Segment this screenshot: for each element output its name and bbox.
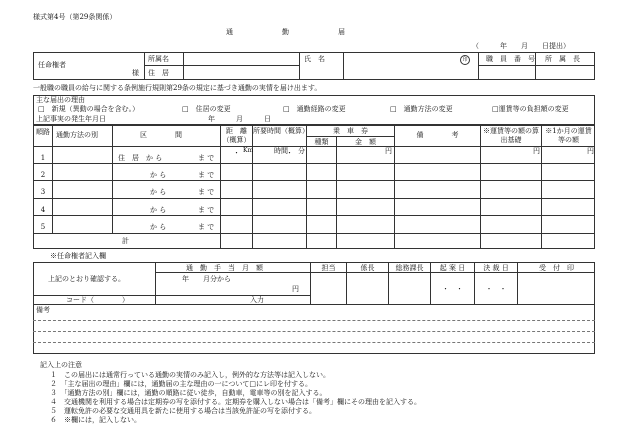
reason-label: 主な届出の理由 [36, 96, 85, 104]
note-3: ３ 「通勤方法の別」欄には，通勤の順路に従い徒歩，自動車，電車等の別を記入する。 [50, 389, 327, 397]
col-ticket: 乗 車 券 [333, 127, 368, 135]
note-1: １ この届出には通常行っている通勤の実情のみ記入し，例外的な方法等は記入しない。 [50, 371, 330, 379]
intro-text: 一般職の職員の給与に関する条例施行規則第29条の規定に基づき通勤の実情を届け出ます。 [33, 84, 322, 92]
total-label: 計 [122, 237, 129, 245]
chief-label: 所 属 長 [545, 55, 580, 63]
appointer-label: 任命権者 [38, 61, 66, 69]
decision-date-dots: ・ ・ [485, 285, 507, 293]
row-1-from: 住 居 か ら [118, 154, 163, 162]
col-order: 順路 [36, 128, 50, 136]
from-month[interactable]: 年 月分から [182, 275, 231, 283]
approver-somu: 総務課長 [395, 264, 424, 272]
row-2-no: 2 [40, 171, 46, 179]
input-label: 入力 [250, 296, 264, 304]
note-4: ４ 交通機関を利用する場合は定期券の写を添付する。定期券を購入しない場合は「備考」欄にその理由を記入する。 [50, 398, 421, 406]
address-label: 住 居 [148, 69, 169, 77]
sama-label: 様 [132, 69, 139, 77]
col-time: 所要時間（概算） [253, 127, 309, 135]
reason-address-checkbox[interactable]: □ 住居の変更 [182, 105, 231, 113]
row-3-no: 3 [40, 188, 46, 196]
approver-receipt-stamp: 受 付 印 [539, 264, 574, 272]
unit-yen-basis: 円 [533, 147, 540, 155]
col-monthly: ※1か月の運賃等の額 [545, 127, 592, 144]
submit-date[interactable]: （ 年 月 日提出） [472, 42, 570, 50]
col-ticket-amount: 金 額 [355, 138, 376, 146]
draft-date-dots: ・ ・ [442, 285, 463, 293]
note-6: ６ ※欄には，記入しない。 [50, 416, 141, 424]
notes-title: 記入上の注意 [40, 361, 82, 369]
row-1-time-dot: ・ [286, 149, 293, 157]
col-basis: ※運賃等の額の算出基礎 [483, 127, 539, 144]
col-method: 通勤方法の別 [56, 131, 98, 139]
col-remarks: 備 考 [416, 131, 459, 139]
code-label[interactable]: コード（ ） [66, 296, 129, 304]
unit-minute: 分 [298, 147, 305, 155]
row-3-from: か ら [150, 188, 167, 196]
row-5-no: 5 [40, 223, 46, 231]
col-ticket-kind: 種類 [314, 138, 329, 146]
row-1-no: 1 [40, 154, 46, 162]
appointer-section-label: ※任命権者記入欄 [50, 252, 106, 260]
unit-km: Km [243, 147, 254, 154]
approver-tanto: 担当 [321, 264, 336, 272]
note-2: ２ 「主な届出の理由」欄には，通勤届の主な理由の一について□にレ印を付する。 [50, 380, 312, 388]
form-number: 様式第4号（第29条関係） [33, 13, 117, 21]
row-4-no: 4 [40, 206, 46, 214]
unit-yen: 円 [385, 147, 392, 155]
col-section: 区 間 [140, 131, 182, 139]
reason-new-checkbox[interactable]: □ 新規（異動の場合を含む。） [38, 105, 140, 113]
confirm-text: 上記のとおり確認する。 [48, 275, 125, 283]
row-1-distance-dot: ・ [233, 149, 240, 157]
occur-label: 上記事実の発生年月日 [36, 115, 106, 123]
row-4-from: か ら [150, 206, 167, 214]
unit-hour: 時間 [274, 147, 288, 155]
allowance-label: 通 勤 手 当 月 額 [186, 264, 263, 272]
allowance-yen: 円 [292, 285, 299, 293]
form-title: 通 勤 届 [226, 28, 345, 36]
occur-date[interactable]: 年 月 日 [208, 115, 271, 123]
approver-draft-date: 起 案 日 [439, 264, 466, 272]
row-2-to: ま で [198, 171, 215, 179]
row-3-to: ま で [198, 188, 215, 196]
seal-text: 印 [460, 55, 470, 65]
approver-kakaricho: 係長 [360, 264, 375, 272]
row-5-from: か ら [150, 223, 167, 231]
name-label: 氏 名 [304, 55, 325, 63]
reason-method-checkbox[interactable]: □ 通勤方法の変更 [390, 105, 453, 113]
seal-icon [460, 55, 470, 65]
col-distance: 距 離（概算） [222, 127, 251, 144]
row-1-to: ま で [198, 154, 215, 162]
note-5: ５ 運転免許の必要な交通用具を新たに使用する場合は当該免許証の写を添付する。 [50, 407, 316, 415]
row-2-from: か ら [150, 171, 167, 179]
row-4-to: ま で [198, 206, 215, 214]
unit-yen-monthly: 円 [587, 147, 594, 155]
row-5-to: ま で [198, 223, 215, 231]
reason-fare-checkbox[interactable]: □運賃等の負担額の変更 [492, 105, 569, 113]
remarks-label: 備考 [36, 306, 50, 314]
reason-route-checkbox[interactable]: □ 通勤経路の変更 [283, 105, 346, 113]
dept-label: 所属名 [148, 55, 169, 63]
staff-no-label: 職 員 番 号 [486, 55, 535, 63]
approver-decision-date: 決 裁 日 [483, 264, 509, 272]
